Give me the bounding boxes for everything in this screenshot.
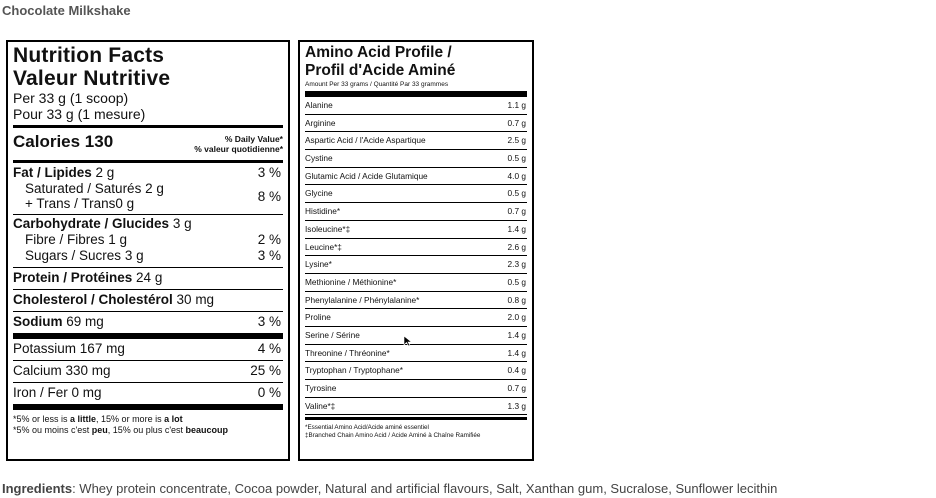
- fat-row: [13, 165, 283, 181]
- amino-acid-row: [305, 309, 527, 327]
- amino-acid-name: Valine*‡: [305, 400, 336, 411]
- calcium-label: Calcium: [13, 363, 62, 378]
- divider: [13, 311, 283, 312]
- amino-acid-row: [305, 97, 527, 115]
- potassium-amount: 167 mg: [79, 341, 125, 356]
- amino-subtitle: Amount Per 33 grams / Quantité Par 33 grammes: [305, 81, 449, 88]
- amino-footnote: [305, 420, 527, 440]
- footnote-en-bold2: a lot: [164, 414, 183, 424]
- sugars-row: [13, 248, 283, 264]
- cholesterol-row: [13, 292, 283, 308]
- amino-acid-row: [305, 239, 527, 257]
- amino-acid-name: Proline: [305, 312, 331, 323]
- amino-acid-row: [305, 203, 527, 221]
- amino-acid-row: [305, 380, 527, 398]
- amino-acid-name: Glutamic Acid / Acide Glutamique: [305, 170, 428, 181]
- iron-pct: 0 %: [257, 385, 281, 400]
- amino-acid-value: 1.4 g: [507, 329, 526, 340]
- amino-acid-row: [305, 185, 527, 203]
- amino-acid-value: 2.5 g: [507, 135, 526, 146]
- potassium-pct: 4 %: [257, 341, 281, 356]
- iron-label: Iron / Fer: [13, 385, 68, 400]
- daily-value-en: % Daily Value*: [224, 134, 283, 144]
- amino-acid-name: Threonine / Thréonine*: [305, 347, 390, 358]
- amino-acid-value: 1.1 g: [507, 100, 526, 110]
- amino-acid-row: [305, 345, 527, 363]
- potassium-row: [13, 341, 283, 357]
- ingredients-label: Ingredients: [2, 481, 73, 496]
- carb-label: Carbohydrate / Glucides: [13, 216, 170, 231]
- cholesterol-amount: 30 mg: [176, 292, 215, 307]
- amino-acid-value: 0.5 g: [507, 153, 526, 164]
- amino-acid-value: 1.4 g: [507, 223, 526, 234]
- saturated-amount: 2 g: [145, 181, 164, 196]
- carb-row: [13, 216, 283, 232]
- fat-amount: 2 g: [95, 165, 115, 180]
- iron-row: [13, 385, 283, 401]
- saturated-label: Saturated / Saturés: [25, 181, 142, 196]
- divider: [13, 333, 283, 339]
- amino-footnote-bcaa: ‡Branched Chain Amino Acid / Acide Aminé à Chaîne Ramifiée: [305, 432, 481, 440]
- footnote-en-text: *5% or less is: [13, 414, 71, 424]
- fibre-amount: 1 g: [108, 232, 128, 247]
- amino-acid-name: Arginine: [305, 117, 336, 128]
- calories-row: [13, 128, 283, 160]
- amino-acid-name: Tryptophan / Tryptophane*: [305, 365, 403, 376]
- daily-value-fr: % valeur quotidienne*: [194, 144, 283, 154]
- amino-title-en: Amino Acid Profile /: [305, 44, 452, 61]
- nutrition-title-en: Nutrition Facts: [13, 44, 165, 67]
- amino-acid-value: 1.3 g: [507, 400, 526, 411]
- amino-acid-value: 0.5 g: [507, 188, 526, 199]
- sugars-label: Sugars / Sucres: [25, 248, 122, 263]
- amino-acid-name: Serine / Sérine: [305, 329, 360, 340]
- ingredients-text: : Whey protein concentrate, Cocoa powder, Natural and artificial flavours, Salt, Xanthan gum, Sucralose, Sunflower lecithin: [72, 481, 778, 496]
- protein-amount: 24 g: [136, 270, 163, 285]
- amino-acid-value: 0.8 g: [507, 294, 526, 305]
- amino-acid-row: [305, 398, 527, 416]
- fibre-row: [13, 232, 283, 248]
- amino-acid-name: Leucine*‡: [305, 241, 342, 252]
- divider: [13, 160, 283, 163]
- protein-label: Protein / Protéines: [13, 270, 133, 285]
- sugars-pct: 3 %: [257, 248, 281, 263]
- trans-amount: 0 g: [115, 196, 135, 211]
- calcium-amount: 330 mg: [65, 363, 111, 378]
- amino-acid-row: [305, 274, 527, 292]
- amino-acid-row: [305, 115, 527, 133]
- footnote-fr-text2: , 15% ou plus c'est: [107, 425, 186, 435]
- footnote-fr-bold2: beaucoup: [185, 425, 229, 435]
- amino-acid-name: Cystine: [305, 153, 333, 164]
- protein-row: [13, 270, 283, 286]
- sugars-amount: 3 g: [124, 248, 144, 263]
- serving-size-en: Per 33 g (1 scoop): [13, 90, 129, 106]
- amino-acid-row: [305, 150, 527, 168]
- amino-acid-panel: [298, 40, 534, 461]
- amino-acid-value: 2.3 g: [507, 259, 526, 270]
- iron-amount: 0 mg: [71, 385, 102, 400]
- sodium-row: [13, 314, 283, 330]
- amino-acid-row: [305, 221, 527, 239]
- divider: [13, 382, 283, 383]
- saturated-trans-block: [13, 181, 283, 211]
- calcium-row: [13, 363, 283, 379]
- amino-acid-value: 1.4 g: [507, 347, 526, 358]
- calcium-pct: 25 %: [250, 363, 281, 378]
- fat-label: Fat / Lipides: [13, 165, 92, 180]
- amino-acid-value: 0.4 g: [507, 365, 526, 376]
- amino-acid-name: Alanine: [305, 100, 333, 110]
- fibre-label: Fibre / Fibres: [25, 232, 105, 247]
- serving-size-fr: Pour 33 g (1 mesure): [13, 106, 146, 122]
- nutrition-facts-panel: [6, 40, 290, 461]
- amino-acid-name: Isoleucine*‡: [305, 223, 351, 234]
- sodium-label: Sodium: [13, 314, 63, 329]
- amino-acid-list: [305, 97, 527, 415]
- amino-acid-row: [305, 132, 527, 150]
- footnote-en-bold: a little: [70, 414, 97, 424]
- amino-acid-row: [305, 362, 527, 380]
- divider: [13, 360, 283, 361]
- footnote-fr-bold: peu: [91, 425, 108, 435]
- amino-acid-row: [305, 256, 527, 274]
- amino-acid-value: 0.7 g: [507, 383, 526, 393]
- footnote-en-text2: , 15% or more is: [96, 414, 165, 424]
- fat-pct: 3 %: [257, 165, 281, 180]
- potassium-label: Potassium: [13, 341, 77, 356]
- sodium-amount: 69 mg: [66, 314, 104, 329]
- amino-acid-name: Glycine: [305, 188, 333, 199]
- amino-acid-name: Lysine*: [305, 259, 332, 270]
- divider: [13, 289, 283, 290]
- amino-acid-value: 4.0 g: [507, 170, 526, 181]
- footnote-fr-text: *5% ou moins c'est: [13, 425, 92, 435]
- amino-title-fr: Profil d'Acide Aminé: [305, 62, 456, 79]
- amino-acid-value: 2.6 g: [507, 241, 526, 252]
- amino-acid-value: 0.7 g: [507, 117, 526, 128]
- cholesterol-label: Cholesterol / Cholestérol: [13, 292, 173, 307]
- fibre-pct: 2 %: [257, 232, 281, 247]
- divider: [13, 267, 283, 268]
- mouse-cursor-icon: [403, 335, 413, 347]
- amino-acid-name: Histidine*: [305, 206, 341, 217]
- amino-acid-name: Tyrosine: [305, 383, 337, 393]
- carb-amount: 3 g: [172, 216, 192, 231]
- amino-acid-row: [305, 327, 527, 345]
- amino-footnote-essential: *Essential Amino Acid/Acide aminé essentiel: [305, 424, 429, 432]
- sat-trans-pct: 8 %: [257, 188, 281, 204]
- sodium-pct: 3 %: [257, 314, 281, 329]
- amino-acid-name: Phenylalanine / Phénylalanine*: [305, 294, 420, 305]
- amino-acid-value: 2.0 g: [507, 312, 526, 323]
- amino-acid-name: Aspartic Acid / l'Acide Aspartique: [305, 135, 426, 146]
- ingredients-line: [2, 481, 777, 496]
- divider: [13, 214, 283, 215]
- amino-acid-value: 0.5 g: [507, 276, 526, 287]
- calories-label: Calories 130: [13, 132, 114, 151]
- amino-acid-row: [305, 168, 527, 186]
- trans-label: + Trans / Trans: [25, 196, 116, 211]
- amino-acid-value: 0.7 g: [507, 206, 526, 217]
- amino-acid-row: [305, 292, 527, 310]
- daily-value-footnote: [13, 410, 283, 436]
- daily-value-header: [194, 134, 283, 154]
- nutrition-title-fr: Valeur Nutritive: [13, 67, 171, 90]
- product-title: Chocolate Milkshake: [2, 3, 131, 18]
- amino-acid-name: Methionine / Méthionine*: [305, 276, 397, 287]
